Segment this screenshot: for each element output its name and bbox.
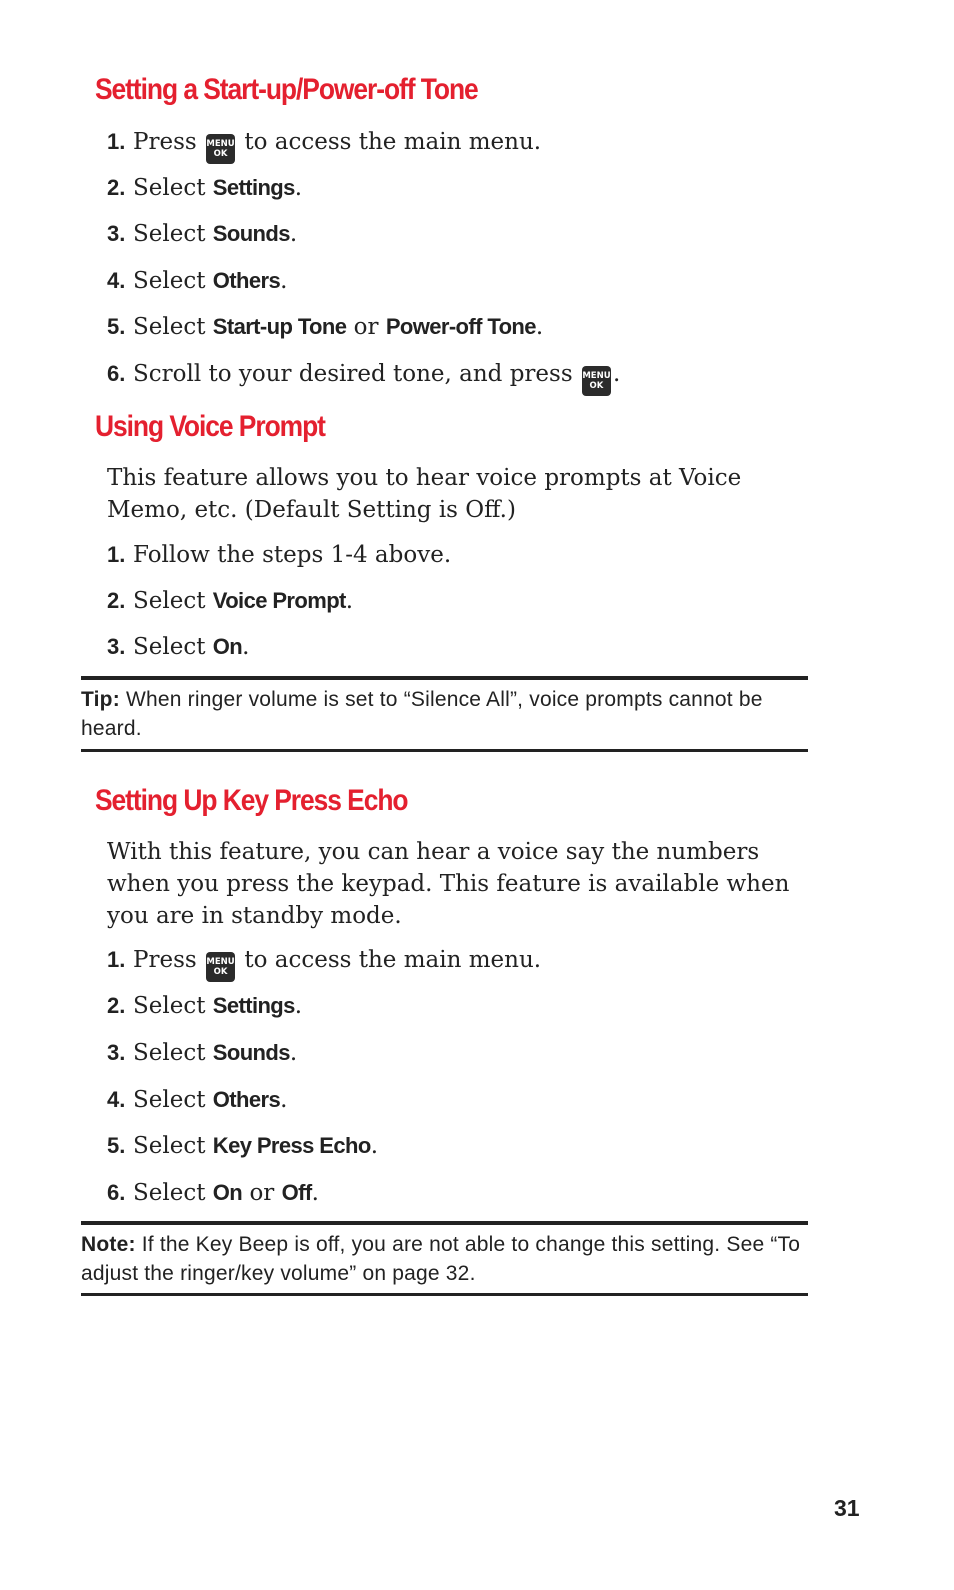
menu-option: Power-off Tone <box>385 314 536 339</box>
note-text: If the Key Beep is off, you are not able to change this setting. See “To adjust the ringer/key volume” on page 32. <box>81 1233 801 1285</box>
step-number: 6. <box>107 1180 126 1205</box>
list-item: 2. Select Voice Prompt. <box>107 588 354 614</box>
step-number: 5. <box>107 1133 126 1158</box>
menu-option: Settings <box>212 993 295 1018</box>
step-number: 3. <box>107 221 126 246</box>
section-title-startup-tone: Setting a Start-up/Power-off Tone <box>95 73 478 106</box>
tip-label: Tip: <box>81 688 120 711</box>
list-item: 3. Select On. <box>107 634 250 660</box>
tip-box <box>81 676 808 752</box>
step-text: Follow the steps 1-4 above. <box>133 542 452 568</box>
step-text: Select <box>133 1180 206 1206</box>
menu-option: Others <box>212 268 281 293</box>
step-number: 4. <box>107 268 126 293</box>
step-number: 1. <box>107 947 126 972</box>
list-item: 3. Select Sounds. <box>107 1040 298 1066</box>
menu-option: Key Press Echo <box>212 1133 371 1158</box>
step-text: Select <box>133 1133 206 1159</box>
step-number: 1. <box>107 129 126 154</box>
step-number: 5. <box>107 314 126 339</box>
menu-option: Others <box>212 1087 281 1112</box>
note-box <box>81 1221 808 1296</box>
step-number: 2. <box>107 588 126 613</box>
section-intro: This feature allows you to hear voice prompts at Voice Memo, etc. (Default Setting is Off.) <box>107 465 742 523</box>
list-item <box>107 128 541 164</box>
step-number: 2. <box>107 993 126 1018</box>
list-item: 3. Select Sounds. <box>107 221 298 247</box>
step-text: Select <box>133 634 206 660</box>
step-text: Select <box>133 175 206 201</box>
list-item <box>107 946 541 982</box>
step-text: Select <box>133 993 206 1019</box>
list-item: 5. Select Start-up Tone or Power-off Tone. <box>107 314 544 340</box>
menu-option: Voice Prompt <box>212 588 346 613</box>
step-text: Select <box>133 1040 206 1066</box>
section-title-key-press-echo: Setting Up Key Press Echo <box>95 784 408 817</box>
step-text: Press <box>133 947 197 973</box>
menu-option: Sounds <box>212 1040 290 1065</box>
menu-option: Start-up Tone <box>212 314 347 339</box>
step-number: 2. <box>107 175 126 200</box>
step-number: 3. <box>107 634 126 659</box>
list-item: 4. Select Others. <box>107 268 288 294</box>
menu-ok-key-icon: MENU OK <box>582 366 611 396</box>
section-intro: With this feature, you can hear a voice say the numbers when you press the keypad. This feature is available when you are in standby mode. <box>107 839 790 929</box>
menu-option: Settings <box>212 175 295 200</box>
step-text: Select <box>133 588 206 614</box>
step-number: 3. <box>107 1040 126 1065</box>
tip-text: When ringer volume is set to “Silence All”, voice prompts cannot be heard. <box>81 688 763 740</box>
note-label: Note: <box>81 1233 136 1256</box>
step-text: Select <box>133 221 206 247</box>
list-item: 2. Select Settings. <box>107 993 303 1019</box>
step-number: 4. <box>107 1087 126 1112</box>
menu-option: Sounds <box>212 221 290 246</box>
menu-option: On <box>212 634 243 659</box>
list-item: 4. Select Others. <box>107 1087 288 1113</box>
step-text: Select <box>133 268 206 294</box>
step-number: 1. <box>107 542 126 567</box>
step-text: to access the main menu. <box>244 947 542 973</box>
step-number: 6. <box>107 361 126 386</box>
menu-option: On <box>212 1180 243 1205</box>
list-item <box>107 541 451 569</box>
step-text: Select <box>133 314 206 340</box>
step-text: Press <box>133 129 197 155</box>
list-item: 6. Scroll to your desired tone, and press MENU OK . <box>107 360 620 396</box>
step-text: Scroll to your desired tone, and press <box>133 361 573 387</box>
menu-option: Off <box>281 1180 312 1205</box>
list-item: 2. Select Settings. <box>107 175 303 201</box>
page-number: 31 <box>834 1495 860 1521</box>
step-text: Select <box>133 1087 206 1113</box>
list-item: 5. Select Key Press Echo. <box>107 1133 379 1159</box>
menu-ok-key-icon: MENU OK <box>206 952 235 982</box>
list-item: 6. Select On or Off. <box>107 1180 319 1206</box>
menu-ok-key-icon: MENU OK <box>206 134 235 164</box>
section-title-voice-prompt: Using Voice Prompt <box>95 410 325 443</box>
step-text: to access the main menu. <box>244 129 542 155</box>
